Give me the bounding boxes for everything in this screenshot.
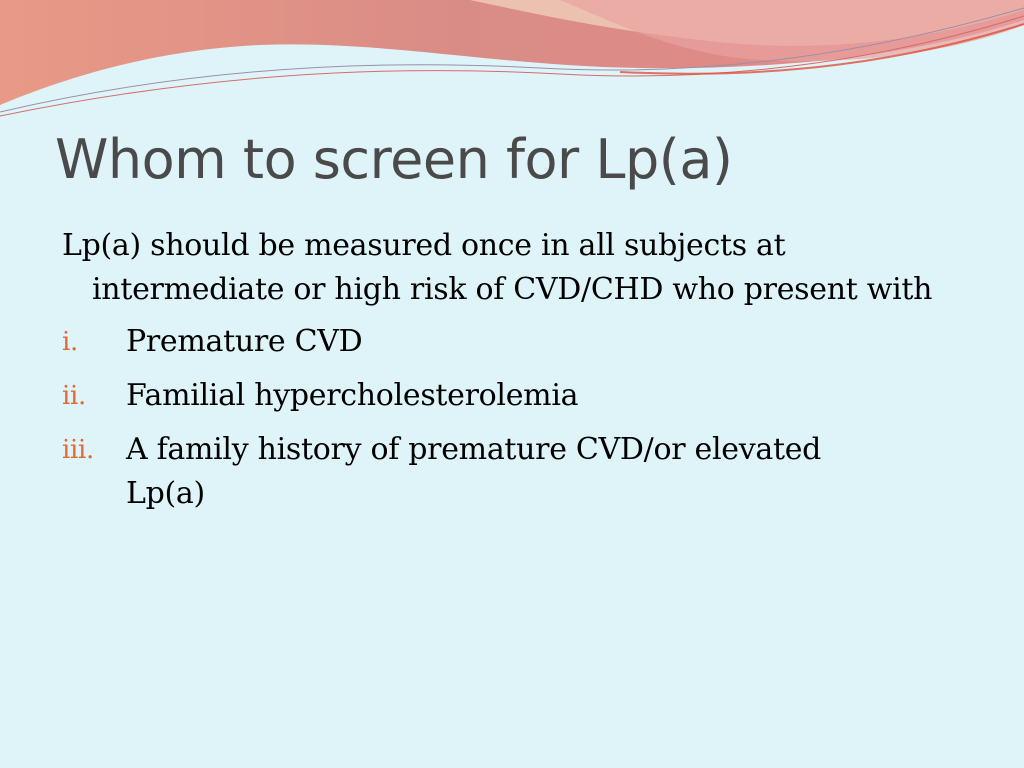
decorative-wave-banner <box>0 0 1024 130</box>
intro-paragraph: Lp(a) should be measured once in all subjects at intermediate or high risk of CVD/CHD who present with <box>62 228 933 307</box>
list-item-text: Premature CVD <box>126 324 363 359</box>
slide-body <box>62 224 962 526</box>
slide-title: Whom to screen for Lp(a) <box>55 128 733 191</box>
list-item <box>62 320 886 364</box>
list-marker: iii. <box>62 435 95 465</box>
list-marker: i. <box>62 327 78 357</box>
list-item <box>62 374 886 418</box>
list-item <box>62 428 886 516</box>
list-item-text: Familial hypercholesterolemia <box>126 378 579 413</box>
list-marker: ii. <box>62 381 86 411</box>
list-item-text: A family history of premature CVD/or elevated Lp(a) <box>126 432 822 511</box>
criteria-list <box>62 320 962 516</box>
